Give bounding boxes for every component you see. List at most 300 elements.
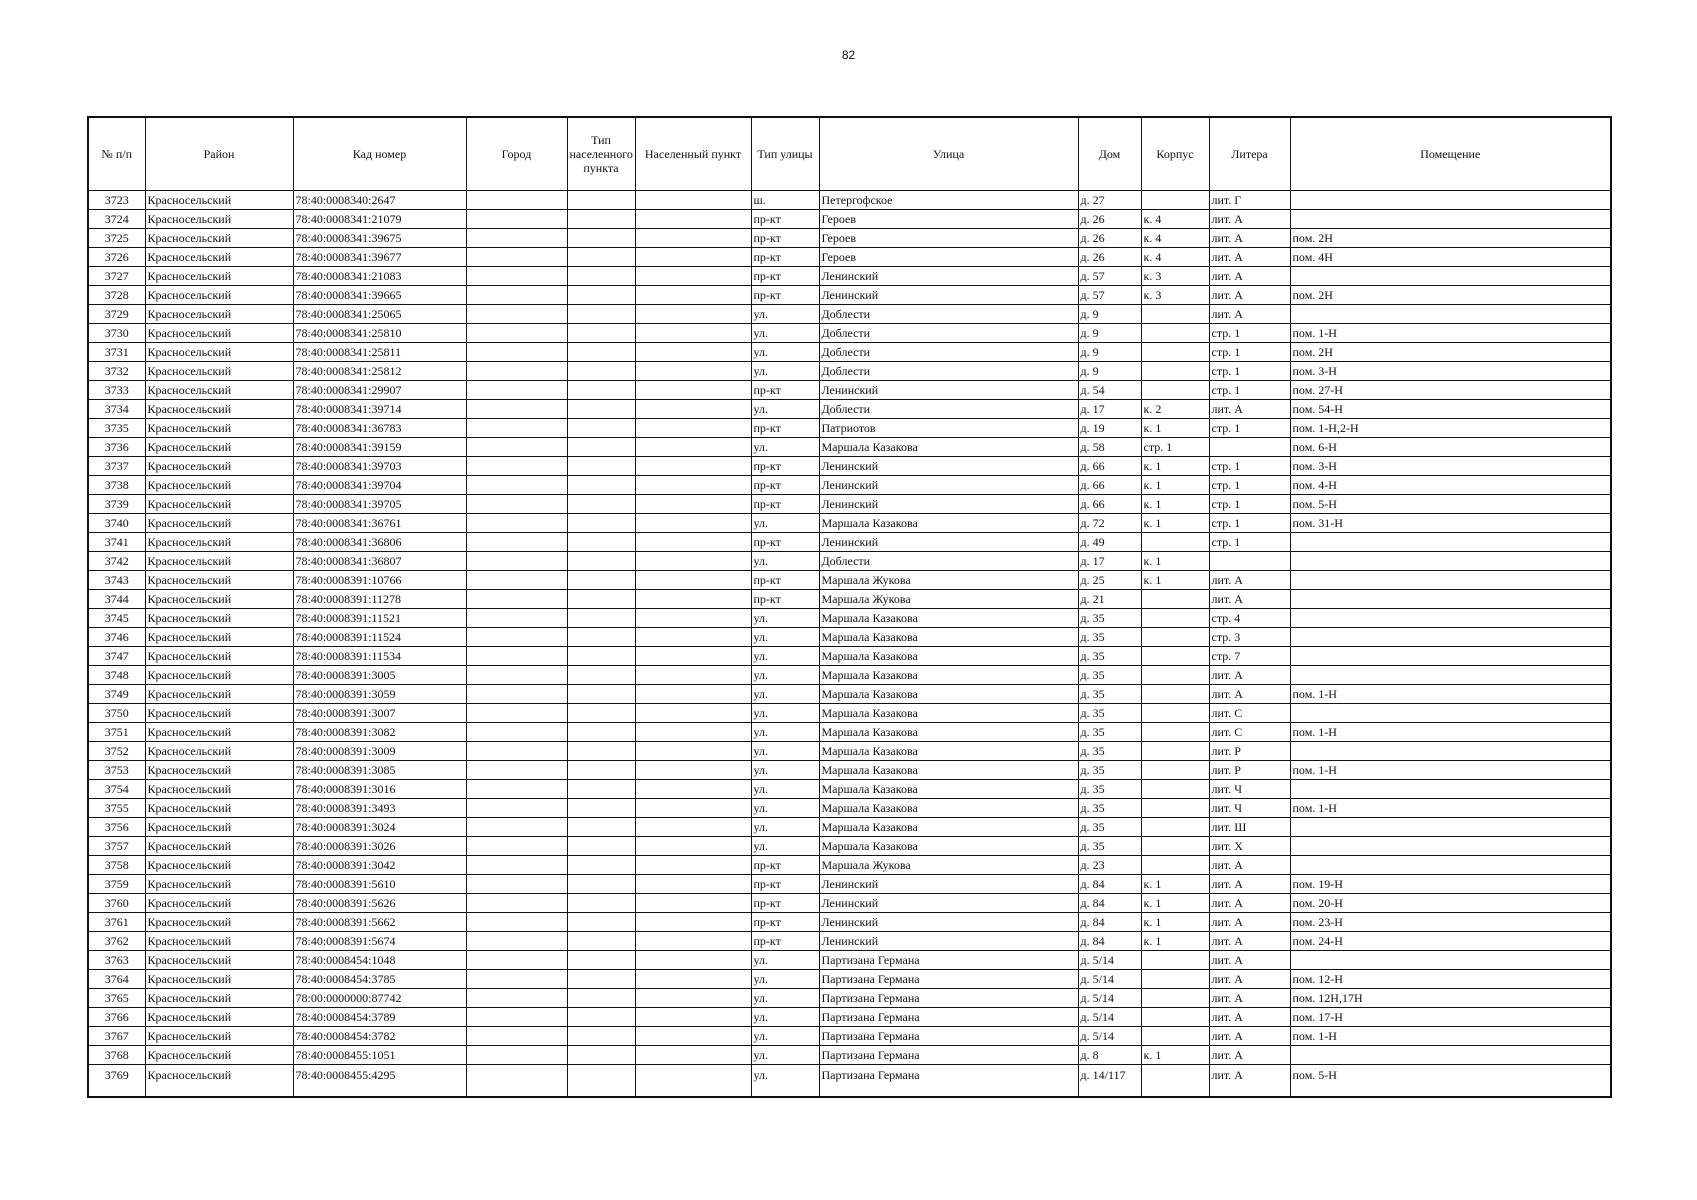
city-cell — [466, 1046, 567, 1065]
premises-cell: пом. 54-Н — [1290, 400, 1611, 419]
district-cell: Красносельский — [145, 970, 293, 989]
premises-cell — [1290, 571, 1611, 590]
district-cell: Красносельский — [145, 609, 293, 628]
settlement-type-cell — [567, 457, 635, 476]
street-cell: Маршала Казакова — [819, 780, 1078, 799]
district-cell: Красносельский — [145, 590, 293, 609]
row-number: 3762 — [88, 932, 145, 951]
settlement-type-cell — [567, 837, 635, 856]
table-row — [88, 362, 1611, 381]
table-row — [88, 742, 1611, 761]
settlement-cell — [635, 799, 751, 818]
header-row — [88, 117, 1611, 191]
street-type-cell: ул. — [751, 704, 819, 723]
street-type-cell: пр-кт — [751, 932, 819, 951]
settlement-cell — [635, 609, 751, 628]
letter-cell: лит. Р — [1209, 761, 1290, 780]
table-row — [88, 514, 1611, 533]
settlement-type-cell — [567, 818, 635, 837]
settlement-type-cell — [567, 286, 635, 305]
premises-cell: пом. 1-Н — [1290, 324, 1611, 343]
street-cell: Маршала Жукова — [819, 590, 1078, 609]
house-cell: д. 72 — [1078, 514, 1141, 533]
house-cell: д. 26 — [1078, 210, 1141, 229]
cadastral-number-cell: 78:40:0008341:36761 — [293, 514, 466, 533]
settlement-type-cell — [567, 647, 635, 666]
letter-cell: лит. А — [1209, 210, 1290, 229]
settlement-cell — [635, 552, 751, 571]
building-cell: к. 1 — [1141, 419, 1209, 438]
settlement-cell — [635, 989, 751, 1008]
settlement-cell — [635, 723, 751, 742]
house-cell: д. 35 — [1078, 742, 1141, 761]
building-cell: к. 1 — [1141, 571, 1209, 590]
row-number: 3750 — [88, 704, 145, 723]
row-number: 3749 — [88, 685, 145, 704]
letter-cell: лит. С — [1209, 704, 1290, 723]
letter-cell: стр. 4 — [1209, 609, 1290, 628]
row-number: 3733 — [88, 381, 145, 400]
city-cell — [466, 628, 567, 647]
building-cell — [1141, 723, 1209, 742]
premises-cell: пом. 27-Н — [1290, 381, 1611, 400]
premises-cell — [1290, 666, 1611, 685]
district-cell: Красносельский — [145, 818, 293, 837]
premises-cell — [1290, 780, 1611, 799]
street-type-cell: ул. — [751, 305, 819, 324]
building-cell — [1141, 1027, 1209, 1046]
premises-cell: пом. 4Н — [1290, 248, 1611, 267]
table-row — [88, 799, 1611, 818]
city-cell — [466, 970, 567, 989]
header-letter: Литера — [1209, 117, 1290, 191]
letter-cell: стр. 1 — [1209, 457, 1290, 476]
street-type-cell: ул. — [751, 780, 819, 799]
house-cell: д. 26 — [1078, 248, 1141, 267]
table-row — [88, 590, 1611, 609]
cadastral-number-cell: 78:40:0008391:3016 — [293, 780, 466, 799]
row-number: 3741 — [88, 533, 145, 552]
cadastral-number-cell: 78:40:0008391:11521 — [293, 609, 466, 628]
street-cell: Ленинский — [819, 476, 1078, 495]
settlement-type-cell — [567, 628, 635, 647]
district-cell: Красносельский — [145, 723, 293, 742]
city-cell — [466, 1008, 567, 1027]
letter-cell: лит. А — [1209, 913, 1290, 932]
settlement-cell — [635, 267, 751, 286]
house-cell: д. 84 — [1078, 932, 1141, 951]
street-type-cell: ул. — [751, 343, 819, 362]
cadastral-number-cell: 78:40:0008341:39714 — [293, 400, 466, 419]
letter-cell: лит. А — [1209, 932, 1290, 951]
table-row — [88, 324, 1611, 343]
house-cell: д. 25 — [1078, 571, 1141, 590]
building-cell: к. 1 — [1141, 894, 1209, 913]
street-cell: Ленинский — [819, 267, 1078, 286]
table-row — [88, 685, 1611, 704]
street-cell: Маршала Казакова — [819, 837, 1078, 856]
house-cell: д. 35 — [1078, 647, 1141, 666]
settlement-type-cell — [567, 305, 635, 324]
street-type-cell: ш. — [751, 191, 819, 210]
premises-cell: пом. 3-Н — [1290, 362, 1611, 381]
district-cell: Красносельский — [145, 837, 293, 856]
city-cell — [466, 476, 567, 495]
letter-cell: лит. С — [1209, 723, 1290, 742]
table-row — [88, 666, 1611, 685]
building-cell — [1141, 647, 1209, 666]
row-number: 3748 — [88, 666, 145, 685]
house-cell: д. 5/14 — [1078, 1008, 1141, 1027]
city-cell — [466, 856, 567, 875]
street-type-cell: ул. — [751, 818, 819, 837]
cadastral-number-cell: 78:40:0008455:4295 — [293, 1065, 466, 1098]
premises-cell: пом. 12-Н — [1290, 970, 1611, 989]
district-cell: Красносельский — [145, 495, 293, 514]
street-type-cell: ул. — [751, 951, 819, 970]
district-cell: Красносельский — [145, 666, 293, 685]
letter-cell: лит. А — [1209, 875, 1290, 894]
street-cell: Героев — [819, 248, 1078, 267]
street-cell: Маршала Жукова — [819, 571, 1078, 590]
street-cell: Маршала Жукова — [819, 856, 1078, 875]
settlement-cell — [635, 571, 751, 590]
street-cell: Ленинский — [819, 381, 1078, 400]
city-cell — [466, 229, 567, 248]
premises-cell: пом. 1-Н — [1290, 761, 1611, 780]
street-cell: Партизана Германа — [819, 1065, 1078, 1098]
city-cell — [466, 400, 567, 419]
district-cell: Красносельский — [145, 305, 293, 324]
street-cell: Маршала Казакова — [819, 818, 1078, 837]
city-cell — [466, 419, 567, 438]
row-number: 3768 — [88, 1046, 145, 1065]
city-cell — [466, 875, 567, 894]
house-cell: д. 49 — [1078, 533, 1141, 552]
settlement-cell — [635, 742, 751, 761]
city-cell — [466, 286, 567, 305]
district-cell: Красносельский — [145, 1046, 293, 1065]
street-type-cell: ул. — [751, 1046, 819, 1065]
district-cell: Красносельский — [145, 571, 293, 590]
district-cell: Красносельский — [145, 210, 293, 229]
street-cell: Ленинский — [819, 932, 1078, 951]
street-type-cell: ул. — [751, 1008, 819, 1027]
district-cell: Красносельский — [145, 761, 293, 780]
district-cell: Красносельский — [145, 628, 293, 647]
table-row — [88, 305, 1611, 324]
row-number: 3761 — [88, 913, 145, 932]
row-number: 3767 — [88, 1027, 145, 1046]
settlement-type-cell — [567, 685, 635, 704]
cadastral-number-cell: 78:40:0008341:36806 — [293, 533, 466, 552]
street-type-cell: пр-кт — [751, 476, 819, 495]
letter-cell: лит. А — [1209, 1008, 1290, 1027]
settlement-cell — [635, 761, 751, 780]
settlement-cell — [635, 210, 751, 229]
city-cell — [466, 932, 567, 951]
premises-cell — [1290, 704, 1611, 723]
house-cell: д. 17 — [1078, 552, 1141, 571]
district-cell: Красносельский — [145, 533, 293, 552]
street-cell: Ленинский — [819, 894, 1078, 913]
building-cell — [1141, 533, 1209, 552]
settlement-cell — [635, 343, 751, 362]
settlement-cell — [635, 495, 751, 514]
table-row — [88, 210, 1611, 229]
row-number: 3763 — [88, 951, 145, 970]
settlement-cell — [635, 1065, 751, 1098]
settlement-cell — [635, 438, 751, 457]
building-cell — [1141, 343, 1209, 362]
district-cell: Красносельский — [145, 229, 293, 248]
settlement-type-cell — [567, 799, 635, 818]
letter-cell: лит. А — [1209, 989, 1290, 1008]
letter-cell: стр. 1 — [1209, 324, 1290, 343]
table-row — [88, 913, 1611, 932]
row-number: 3738 — [88, 476, 145, 495]
street-cell: Ленинский — [819, 533, 1078, 552]
district-cell: Красносельский — [145, 438, 293, 457]
district-cell: Красносельский — [145, 894, 293, 913]
premises-cell: пом. 24-Н — [1290, 932, 1611, 951]
house-cell: д. 35 — [1078, 723, 1141, 742]
letter-cell: лит. А — [1209, 894, 1290, 913]
settlement-cell — [635, 191, 751, 210]
table-row — [88, 248, 1611, 267]
row-number: 3747 — [88, 647, 145, 666]
premises-cell — [1290, 305, 1611, 324]
row-number: 3724 — [88, 210, 145, 229]
cadastral-number-cell: 78:40:0008455:1051 — [293, 1046, 466, 1065]
district-cell: Красносельский — [145, 514, 293, 533]
house-cell: д. 5/14 — [1078, 970, 1141, 989]
district-cell: Красносельский — [145, 780, 293, 799]
street-cell: Маршала Казакова — [819, 704, 1078, 723]
cadastral-number-cell: 78:40:0008341:21083 — [293, 267, 466, 286]
street-type-cell: пр-кт — [751, 875, 819, 894]
street-cell: Маршала Казакова — [819, 742, 1078, 761]
city-cell — [466, 989, 567, 1008]
cadastral-number-cell: 78:40:0008341:39705 — [293, 495, 466, 514]
table-row — [88, 191, 1611, 210]
district-cell: Красносельский — [145, 989, 293, 1008]
building-cell: к. 4 — [1141, 229, 1209, 248]
row-number: 3753 — [88, 761, 145, 780]
city-cell — [466, 514, 567, 533]
letter-cell: стр. 1 — [1209, 533, 1290, 552]
row-number: 3728 — [88, 286, 145, 305]
street-type-cell: ул. — [751, 723, 819, 742]
street-cell: Партизана Германа — [819, 970, 1078, 989]
building-cell: к. 1 — [1141, 457, 1209, 476]
house-cell: д. 9 — [1078, 305, 1141, 324]
row-number: 3759 — [88, 875, 145, 894]
street-cell: Доблести — [819, 343, 1078, 362]
cadastral-number-cell: 78:40:0008391:5674 — [293, 932, 466, 951]
header-street-type: Тип улицы — [751, 117, 819, 191]
street-cell: Партизана Германа — [819, 1008, 1078, 1027]
district-cell: Красносельский — [145, 381, 293, 400]
settlement-type-cell — [567, 229, 635, 248]
street-type-cell: пр-кт — [751, 571, 819, 590]
street-type-cell: пр-кт — [751, 286, 819, 305]
letter-cell: лит. Х — [1209, 837, 1290, 856]
house-cell: д. 9 — [1078, 343, 1141, 362]
settlement-type-cell — [567, 970, 635, 989]
street-type-cell: ул. — [751, 552, 819, 571]
district-cell: Красносельский — [145, 457, 293, 476]
premises-cell: пом. 2Н — [1290, 286, 1611, 305]
settlement-type-cell — [567, 400, 635, 419]
street-cell: Героев — [819, 229, 1078, 248]
header-settlement-type: Тип населенного пункта — [567, 117, 635, 191]
street-cell: Доблести — [819, 362, 1078, 381]
street-type-cell: ул. — [751, 1065, 819, 1098]
building-cell — [1141, 590, 1209, 609]
street-cell: Партизана Германа — [819, 989, 1078, 1008]
letter-cell: стр. 1 — [1209, 419, 1290, 438]
building-cell — [1141, 609, 1209, 628]
row-number: 3746 — [88, 628, 145, 647]
table-row — [88, 571, 1611, 590]
street-type-cell: пр-кт — [751, 856, 819, 875]
street-type-cell: ул. — [751, 324, 819, 343]
building-cell — [1141, 951, 1209, 970]
cadastral-number-cell: 78:40:0008341:29907 — [293, 381, 466, 400]
house-cell: д. 66 — [1078, 495, 1141, 514]
cadastral-number-cell: 78:40:0008454:1048 — [293, 951, 466, 970]
settlement-cell — [635, 970, 751, 989]
letter-cell: стр. 3 — [1209, 628, 1290, 647]
cadastral-number-cell: 78:40:0008391:3059 — [293, 685, 466, 704]
settlement-type-cell — [567, 191, 635, 210]
settlement-type-cell — [567, 742, 635, 761]
building-cell — [1141, 780, 1209, 799]
settlement-cell — [635, 837, 751, 856]
settlement-cell — [635, 666, 751, 685]
row-number: 3730 — [88, 324, 145, 343]
settlement-type-cell — [567, 438, 635, 457]
settlement-type-cell — [567, 590, 635, 609]
settlement-cell — [635, 875, 751, 894]
table-row — [88, 286, 1611, 305]
header-district: Район — [145, 117, 293, 191]
street-cell: Маршала Казакова — [819, 514, 1078, 533]
row-number: 3754 — [88, 780, 145, 799]
letter-cell: стр. 7 — [1209, 647, 1290, 666]
street-cell: Доблести — [819, 324, 1078, 343]
row-number: 3736 — [88, 438, 145, 457]
district-cell: Красносельский — [145, 343, 293, 362]
settlement-type-cell — [567, 875, 635, 894]
premises-cell: пом. 17-Н — [1290, 1008, 1611, 1027]
cadastral-number-cell: 78:40:0008391:10766 — [293, 571, 466, 590]
district-cell: Красносельский — [145, 324, 293, 343]
house-cell: д. 84 — [1078, 894, 1141, 913]
building-cell: к. 1 — [1141, 552, 1209, 571]
city-cell — [466, 666, 567, 685]
house-cell: д. 66 — [1078, 457, 1141, 476]
cadastral-number-cell: 78:40:0008391:3007 — [293, 704, 466, 723]
header-house: Дом — [1078, 117, 1141, 191]
district-cell: Красносельский — [145, 1027, 293, 1046]
cadastral-number-cell: 78:40:0008454:3785 — [293, 970, 466, 989]
cadastral-number-cell: 78:40:0008391:3042 — [293, 856, 466, 875]
settlement-type-cell — [567, 476, 635, 495]
settlement-type-cell — [567, 571, 635, 590]
premises-cell — [1290, 267, 1611, 286]
street-cell: Маршала Казакова — [819, 723, 1078, 742]
settlement-type-cell — [567, 514, 635, 533]
settlement-cell — [635, 400, 751, 419]
premises-cell: пом. 1-Н,2-Н — [1290, 419, 1611, 438]
street-type-cell: пр-кт — [751, 495, 819, 514]
row-number: 3740 — [88, 514, 145, 533]
cadastral-number-cell: 78:40:0008341:25811 — [293, 343, 466, 362]
row-number: 3735 — [88, 419, 145, 438]
street-cell: Маршала Казакова — [819, 609, 1078, 628]
premises-cell — [1290, 609, 1611, 628]
letter-cell: лит. А — [1209, 1065, 1290, 1098]
house-cell: д. 35 — [1078, 818, 1141, 837]
row-number: 3745 — [88, 609, 145, 628]
district-cell: Красносельский — [145, 799, 293, 818]
building-cell: к. 1 — [1141, 875, 1209, 894]
cadastral-number-cell: 78:00:0000000:87742 — [293, 989, 466, 1008]
premises-cell: пом. 1-Н — [1290, 799, 1611, 818]
building-cell: к. 1 — [1141, 514, 1209, 533]
settlement-type-cell — [567, 932, 635, 951]
building-cell: к. 1 — [1141, 1046, 1209, 1065]
cadastral-number-cell: 78:40:0008341:25065 — [293, 305, 466, 324]
settlement-type-cell — [567, 362, 635, 381]
letter-cell: лит. Р — [1209, 742, 1290, 761]
building-cell — [1141, 856, 1209, 875]
street-type-cell: ул. — [751, 609, 819, 628]
building-cell: стр. 1 — [1141, 438, 1209, 457]
settlement-type-cell — [567, 533, 635, 552]
premises-cell: пом. 5-Н — [1290, 495, 1611, 514]
street-type-cell: пр-кт — [751, 210, 819, 229]
row-number: 3764 — [88, 970, 145, 989]
house-cell: д. 26 — [1078, 229, 1141, 248]
district-cell: Красносельский — [145, 400, 293, 419]
street-type-cell: ул. — [751, 685, 819, 704]
settlement-type-cell — [567, 913, 635, 932]
premises-cell: пом. 23-Н — [1290, 913, 1611, 932]
table-row — [88, 343, 1611, 362]
city-cell — [466, 1065, 567, 1098]
settlement-cell — [635, 457, 751, 476]
settlement-cell — [635, 476, 751, 495]
letter-cell: стр. 1 — [1209, 343, 1290, 362]
cadastral-number-cell: 78:40:0008391:3026 — [293, 837, 466, 856]
district-cell: Красносельский — [145, 1065, 293, 1098]
settlement-type-cell — [567, 609, 635, 628]
row-number: 3755 — [88, 799, 145, 818]
header-street: Улица — [819, 117, 1078, 191]
settlement-cell — [635, 229, 751, 248]
city-cell — [466, 571, 567, 590]
settlement-type-cell — [567, 951, 635, 970]
street-cell: Маршала Казакова — [819, 666, 1078, 685]
table-row — [88, 533, 1611, 552]
house-cell: д. 35 — [1078, 837, 1141, 856]
settlement-type-cell — [567, 267, 635, 286]
city-cell — [466, 818, 567, 837]
city-cell — [466, 913, 567, 932]
